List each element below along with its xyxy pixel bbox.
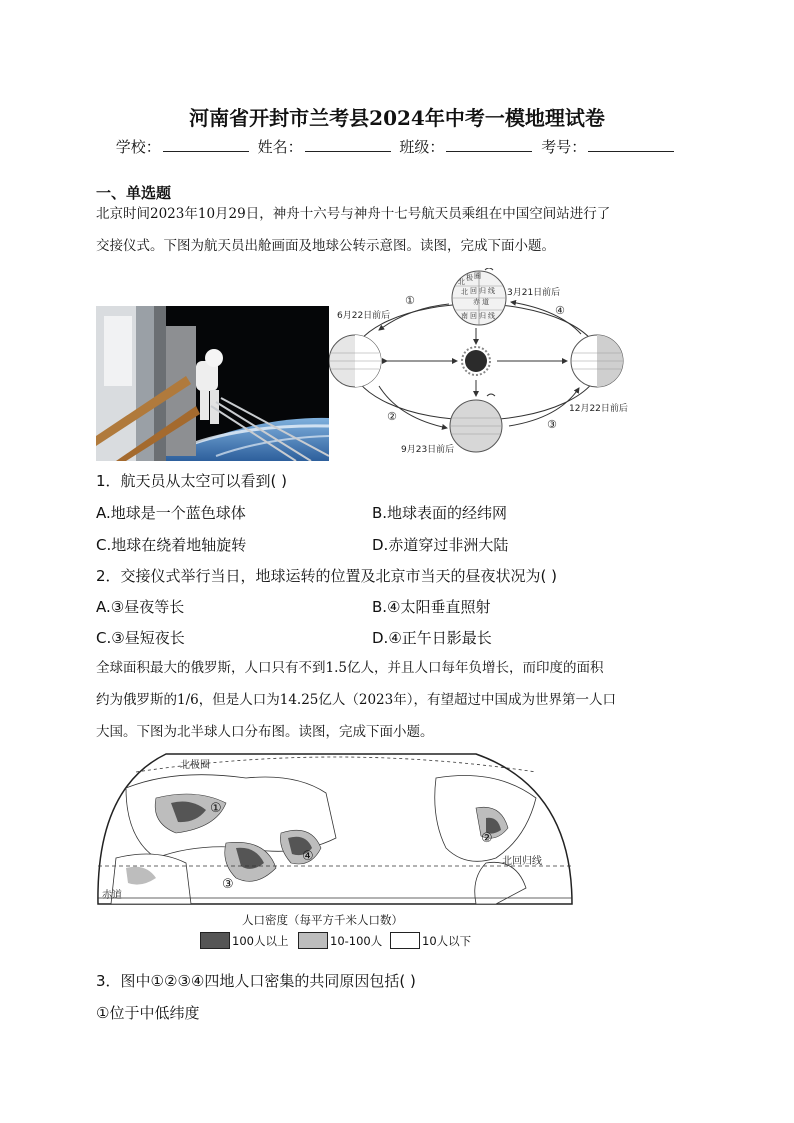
- name-blank: [305, 139, 391, 152]
- student-info-row: [0, 136, 794, 157]
- passage-1-line: 北京时间2023年10月29日，神舟十六号与神舟十七号航天员乘组在中国空间站进行了: [96, 206, 611, 222]
- q1-option-a[interactable]: A.地球是一个蓝色球体: [96, 504, 246, 522]
- globe-text: 北: [461, 288, 468, 296]
- arrow-label-3: ③: [547, 418, 557, 431]
- globe-text: 归: [479, 312, 486, 320]
- globe-text: 回: [470, 312, 477, 320]
- exam-title: 河南省开封市兰考县2024年中考一模地理试卷: [189, 106, 605, 130]
- passage-1: [96, 198, 700, 262]
- label-june: 6月22日前后: [337, 311, 391, 321]
- arctic-circle-label: 北极圈: [180, 760, 210, 771]
- q2-option-c[interactable]: C.③昼短夜长: [96, 629, 185, 647]
- sun-icon: [465, 350, 487, 372]
- globe-text: 道: [482, 298, 489, 306]
- globe-text: 赤: [473, 298, 480, 306]
- passage-1-line: 交接仪式。下图为航天员出舱画面及地球公转示意图。读图，完成下面小题。: [96, 238, 555, 254]
- label-september: 9月23日前后: [401, 445, 455, 455]
- section-heading: 一、单选题: [96, 184, 172, 202]
- marker-4: ④: [302, 849, 314, 864]
- tropic-label: 北回归线: [502, 856, 542, 867]
- arrow-label-2: ②: [387, 410, 397, 423]
- question-1-stem: 1．航天员从太空可以看到( ): [96, 472, 288, 490]
- q1-option-d[interactable]: D.赤道穿过非洲大陆: [372, 536, 509, 554]
- globe-text: 线: [488, 287, 495, 295]
- globe-text: 北: [458, 278, 465, 286]
- legend-label-mid: 10-100人: [330, 934, 383, 948]
- passage-2: [96, 652, 700, 748]
- marker-2: ②: [481, 831, 493, 846]
- q2-option-d[interactable]: D.④正午日影最长: [372, 629, 492, 647]
- astronaut-photo: [96, 306, 329, 461]
- number-label: 考号：: [541, 138, 587, 156]
- map-legend: [200, 912, 490, 954]
- question-3-stem: 3．图中①②③④四地人口密集的共同原因包括( ): [96, 972, 416, 990]
- globe-text: 回: [470, 287, 477, 295]
- arrow-label-4: ④: [555, 304, 565, 317]
- q2-option-a[interactable]: A.③昼夜等长: [96, 598, 185, 616]
- globe-text: 极: [466, 274, 473, 282]
- class-blank: [446, 139, 532, 152]
- arrow-label-1: ①: [405, 294, 415, 307]
- globe-text: 归: [479, 287, 486, 295]
- equator-label: 赤道: [102, 890, 122, 901]
- legend-swatch-mid: [298, 932, 328, 949]
- q1-option-c[interactable]: C.地球在绕着地轴旋转: [96, 536, 247, 554]
- legend-label-high: 100人以上: [232, 934, 289, 948]
- earth-revolution-diagram: [329, 268, 635, 458]
- globe-text: 南: [461, 312, 468, 320]
- legend-swatch-high: [200, 932, 230, 949]
- legend-swatch-low: [390, 932, 420, 949]
- q3-item-1: ①位于中低纬度: [96, 1004, 200, 1022]
- class-label: 班级：: [399, 138, 445, 156]
- legend-title: 人口密度（每平方千米人口数）: [242, 913, 403, 927]
- q1-option-b[interactable]: B.地球表面的经纬网: [372, 504, 508, 522]
- legend-label-low: 10人以下: [422, 934, 472, 948]
- marker-1: ①: [210, 801, 222, 816]
- label-december: 12月22日前后: [569, 404, 628, 414]
- passage-2-line: 大国。下图为北半球人口分布图。读图，完成下面小题。: [96, 724, 434, 740]
- marker-3: ③: [222, 877, 234, 892]
- passage-2-line: 约为俄罗斯的1/6，但是人口为14.25亿人（2023年），有望超过中国成为世界第一人口: [96, 692, 616, 708]
- passage-2-line: 全球面积最大的俄罗斯，人口只有不到1.5亿人，并且人口每年负增长，而印度的面积: [96, 660, 604, 676]
- name-label: 姓名：: [257, 138, 303, 156]
- number-blank: [588, 139, 674, 152]
- globe-text: 圈: [474, 272, 481, 280]
- globe-text: 线: [488, 312, 495, 320]
- question-2-stem: 2．交接仪式举行当日，地球运转的位置及北京市当天的昼夜状况为( ): [96, 567, 558, 585]
- school-label: 学校：: [115, 138, 161, 156]
- label-march: 3月21日前后: [507, 288, 561, 298]
- population-distribution-map: [96, 748, 574, 906]
- school-blank: [163, 139, 249, 152]
- q2-option-b[interactable]: B.④太阳垂直照射: [372, 598, 491, 616]
